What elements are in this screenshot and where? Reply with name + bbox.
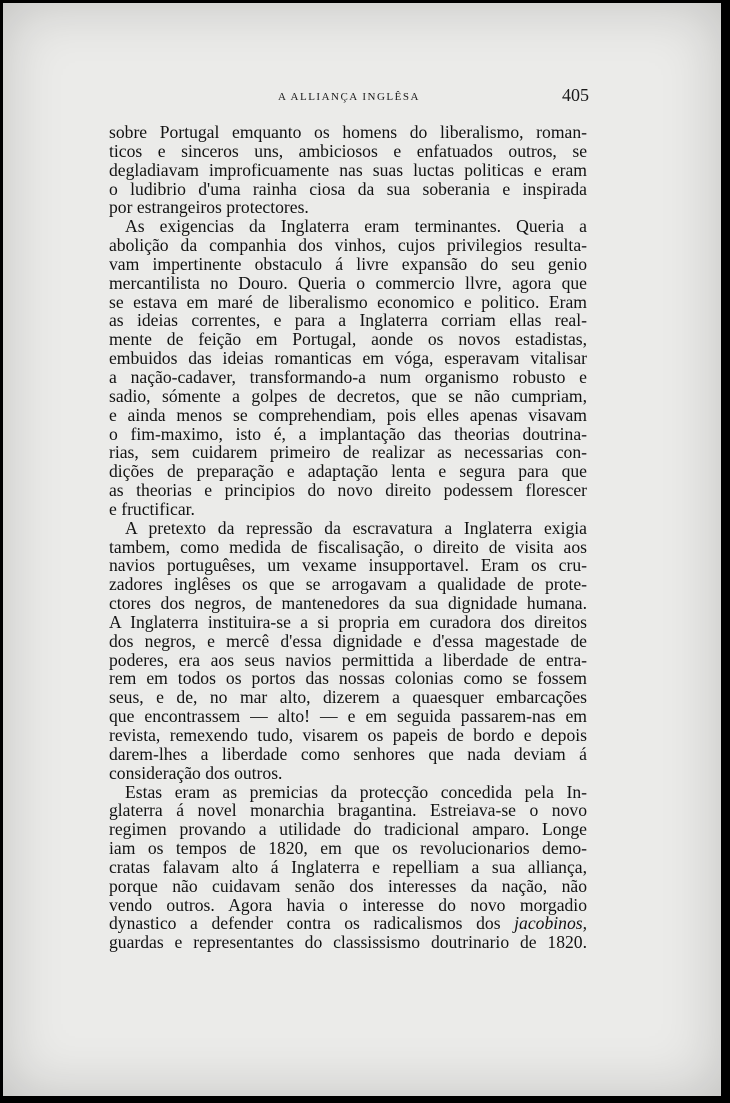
text-line: poderes, era aos seus navios permittida a liberdade de entra- [109,649,587,670]
text-line: rem em todos os portos das nossas colonias como se fossem [109,668,587,689]
text-line [109,914,587,933]
book-page [3,3,721,1096]
text-line: tambem, como medida de fiscalisação, o direito de visita aos [109,536,587,557]
text-line: consideração dos outros. [109,762,283,783]
text-line: Estas eram as premicias da protecção concedida pela In- [125,781,587,802]
text-line: vam impertinente obstaculo á livre expansão do seu genio [109,253,587,274]
text-line: glaterra á novel monarchia bragantina. Estreiava-se o novo [109,800,587,821]
text-line: que encontrassem — alto! — e em seguida passarem-nas em [109,706,587,727]
text-line: vendo outros. Agora havia o interesse do novo morgadio [109,894,587,915]
text-line: zadores inglêses os que se arrogavam a qualidade de prote- [109,574,587,595]
text-line: sobre Portugal emquanto os homens do liberalismo, roman- [109,122,587,142]
italic-word: jacobinos, [514,913,587,934]
text-line: navios portuguêses, um vexame insupportavel. Eram os cru- [109,555,587,576]
text-line: iam os tempos de 1820, em que os revolucionarios demo- [109,838,587,859]
running-title: A ALLIANÇA INGLÊSA [278,91,420,103]
body-text [109,123,587,952]
text-line: porque não cuidavam senão dos interesses da nação, não [109,875,587,896]
text-line: mente de feição em Portugal, aonde os novos estadistas, [109,329,587,350]
text-line: se estava em maré de liberalismo economico e politico. Eram [109,291,587,312]
text-line: abolição da companhia dos vinhos, cujos privilegios resulta- [109,235,587,256]
text-line: ticos e sinceros uns, ambiciosos e enfatuados outros, se [109,140,587,161]
text-line-start: dynastico a defender contra os radicalismos dos [109,913,515,934]
text-line: cratas falavam alto á Inglaterra e repelliam a sua alliança, [109,856,587,877]
text-line: e ainda menos se comprehendiam, pois elles apenas visavam [109,404,587,425]
text-line: as theorias e principios do novo direito podessem florescer [109,480,587,501]
text-line: sadio, sómente a golpes de decretos, que se não cumpriam, [109,385,587,406]
text-line: A Inglaterra instituira-se a si propria em curadora dos direitos [109,611,587,632]
text-line: degladiavam improficuamente nas suas luctas politicas e eram [109,159,587,180]
text-line: A pretexto da repressão da escravatura a Inglaterra exigia [125,517,587,538]
text-line: mercantilista no Douro. Queria o commercio llvre, agora que [109,272,587,293]
text-line: por estrangeiros protectores. [109,197,309,218]
page-number: 405 [562,85,589,105]
text-line: As exigencias da Inglaterra eram terminantes. Queria a [125,216,587,237]
text-line: seus, e de, no mar alto, dizerem a quaesquer embarcações [109,687,587,708]
text-line: darem-lhes a liberdade como senhores que nada deviam á [109,743,587,764]
text-line: o fim-maximo, isto é, a implantação das theorias doutrina- [109,423,587,444]
text-line: dições de preparação e adaptação lenta e segura para que [109,461,587,482]
text-line: as ideias correntes, e para a Inglaterra corriam ellas real- [109,310,587,331]
text-line: embuidos das ideias romanticas em vóga, esperavam vitalisar [109,348,587,369]
text-line: a nação-cadaver, transformando-a num organismo robusto e [109,366,587,387]
text-line: regimen provando a utilidade do tradicional amparo. Longe [109,819,587,840]
text-line: e fructificar. [109,498,195,519]
text-line: o ludibrio d'uma rainha ciosa da sua soberania e inspirada [109,178,587,199]
text-line: dos negros, e mercê d'essa dignidade e d'essa magestade de [109,630,587,651]
text-line: rias, sem cuidarem primeiro de realizar as necessarias con- [109,442,587,463]
text-line: guardas e representantes do classissismo doutrinario de 1820. [109,932,587,953]
text-line: revista, remexendo tudo, visarem os papeis de bordo e depois [109,725,587,745]
text-line: ctores dos negros, de mantenedores da sua dignidade humana. [109,593,587,614]
